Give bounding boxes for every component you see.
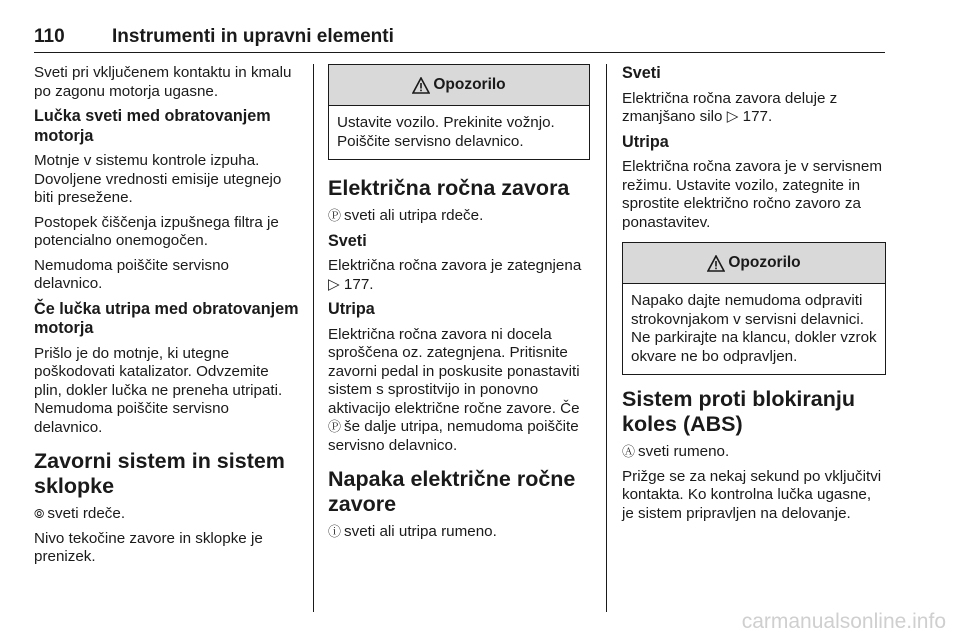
parking-brake-icon: Ⓟ bbox=[328, 419, 342, 434]
brake-warning-icon: ⦾ bbox=[34, 506, 45, 521]
column-2 bbox=[328, 64, 590, 548]
warning-title: Opozorilo bbox=[433, 76, 506, 93]
paragraph: Ⓐ sveti rumeno. bbox=[622, 443, 730, 460]
paragraph: Prižge se za nekaj sekund po vključitvi kontakta. Ko kontrolna lučka ugasne, je sistem pripravljen na delovanje. bbox=[622, 467, 882, 522]
warning-title: Opozorilo bbox=[728, 254, 801, 271]
column-divider bbox=[606, 64, 607, 612]
page-header bbox=[34, 22, 885, 53]
paragraph: Električna ročna zavora je v servisnem režimu. Ustavite vozilo, zategnite in sprostite električno ročno zavoro za ponastavitev. bbox=[622, 158, 882, 231]
paragraph: ⓘ sveti ali utripa rumeno. bbox=[328, 523, 497, 540]
paragraph: ⦾ sveti rdeče. bbox=[34, 505, 126, 522]
abs-icon: Ⓐ bbox=[622, 444, 636, 459]
paragraph: Nemudoma poiščite servisno delavnico. bbox=[34, 256, 229, 292]
column-3 bbox=[622, 64, 886, 529]
warning-triangle-icon bbox=[707, 255, 725, 272]
page-reference: 177. bbox=[343, 275, 374, 293]
warning-body bbox=[329, 106, 589, 159]
reference-arrow-icon: ▷ bbox=[726, 108, 739, 125]
paragraph: Nivo tekočine zavore in sklopke je prenizek. bbox=[34, 529, 263, 565]
subheading: Utripa bbox=[622, 132, 669, 151]
service-wrench-icon: ⓘ bbox=[328, 524, 342, 539]
paragraph: Električna ročna zavora ni docela sproščena oz. zategnjena. Pritisnite zavorni pedal in poskusite ponastaviti sistem s sprostitvijo in ponovno aktivacijo električne ročne zavore. Če Ⓟ še dalje utripa, nemudoma poiščite servisno delavnico. bbox=[328, 325, 580, 454]
warning-header bbox=[623, 243, 885, 284]
section-heading: Električna ročna zavora bbox=[328, 176, 570, 200]
subheading: Sveti bbox=[622, 64, 661, 82]
subheading: Utripa bbox=[328, 300, 375, 318]
section-heading: Sistem proti blokiranju koles (ABS) bbox=[622, 387, 855, 436]
paragraph: Električna ročna zavora je zategnjena ▷ 177. bbox=[328, 257, 582, 293]
page-reference: 177. bbox=[742, 108, 773, 125]
column-divider bbox=[313, 64, 314, 612]
warning-text: Ustavite vozilo. Prekinite vožnjo. Poiščite servisno delavnico. bbox=[337, 114, 555, 150]
warning-header bbox=[329, 65, 589, 106]
reference-arrow-icon: ▷ bbox=[328, 275, 340, 293]
subheading: Če lučka utripa med obratovanjem motorja bbox=[34, 299, 299, 337]
paragraph: Motnje v sistemu kontrole izpuha. Dovoljene vrednosti emisije utegnejo biti presežene. bbox=[34, 152, 282, 206]
subheading: Lučka sveti med obratovanjem motorja bbox=[34, 107, 271, 145]
page-title: Instrumenti in upravni elementi bbox=[112, 26, 394, 47]
warning-box bbox=[328, 64, 590, 160]
warning-text: Napako dajte nemudoma odpraviti strokovnjakom v servisni delavnici. Ne parkirajte na klancu, dokler vzrok okvare ne bo odpravljen. bbox=[631, 292, 877, 365]
paragraph: Sveti pri vključenem kontaktu in kmalu po zagonu motorja ugasne. bbox=[34, 64, 292, 100]
paragraph: Ⓟ sveti ali utripa rdeče. bbox=[328, 207, 484, 224]
parking-brake-icon: Ⓟ bbox=[328, 208, 342, 223]
warning-triangle-icon bbox=[412, 77, 430, 94]
warning-body bbox=[623, 284, 885, 374]
paragraph: Prišlo je do motnje, ki utegne poškodovati katalizator. Odvzemite plin, dokler lučka ne preneha utripati. Nemudoma poiščite servisno delavnico. bbox=[34, 344, 283, 436]
watermark: carmanualsonline.info bbox=[741, 610, 946, 633]
warning-box bbox=[622, 242, 886, 375]
section-heading: Napaka električne ročne zavore bbox=[328, 467, 576, 516]
subheading: Sveti bbox=[328, 231, 367, 250]
page-number: 110 bbox=[34, 26, 65, 47]
paragraph: Električna ročna zavora deluje z zmanjšano silo ▷ 177. bbox=[622, 89, 838, 125]
column-1 bbox=[34, 64, 300, 573]
paragraph: Postopek čiščenja izpušnega filtra je potencialno onemogočen. bbox=[34, 213, 279, 249]
section-heading: Zavorni sistem in sistem sklopke bbox=[34, 449, 285, 498]
